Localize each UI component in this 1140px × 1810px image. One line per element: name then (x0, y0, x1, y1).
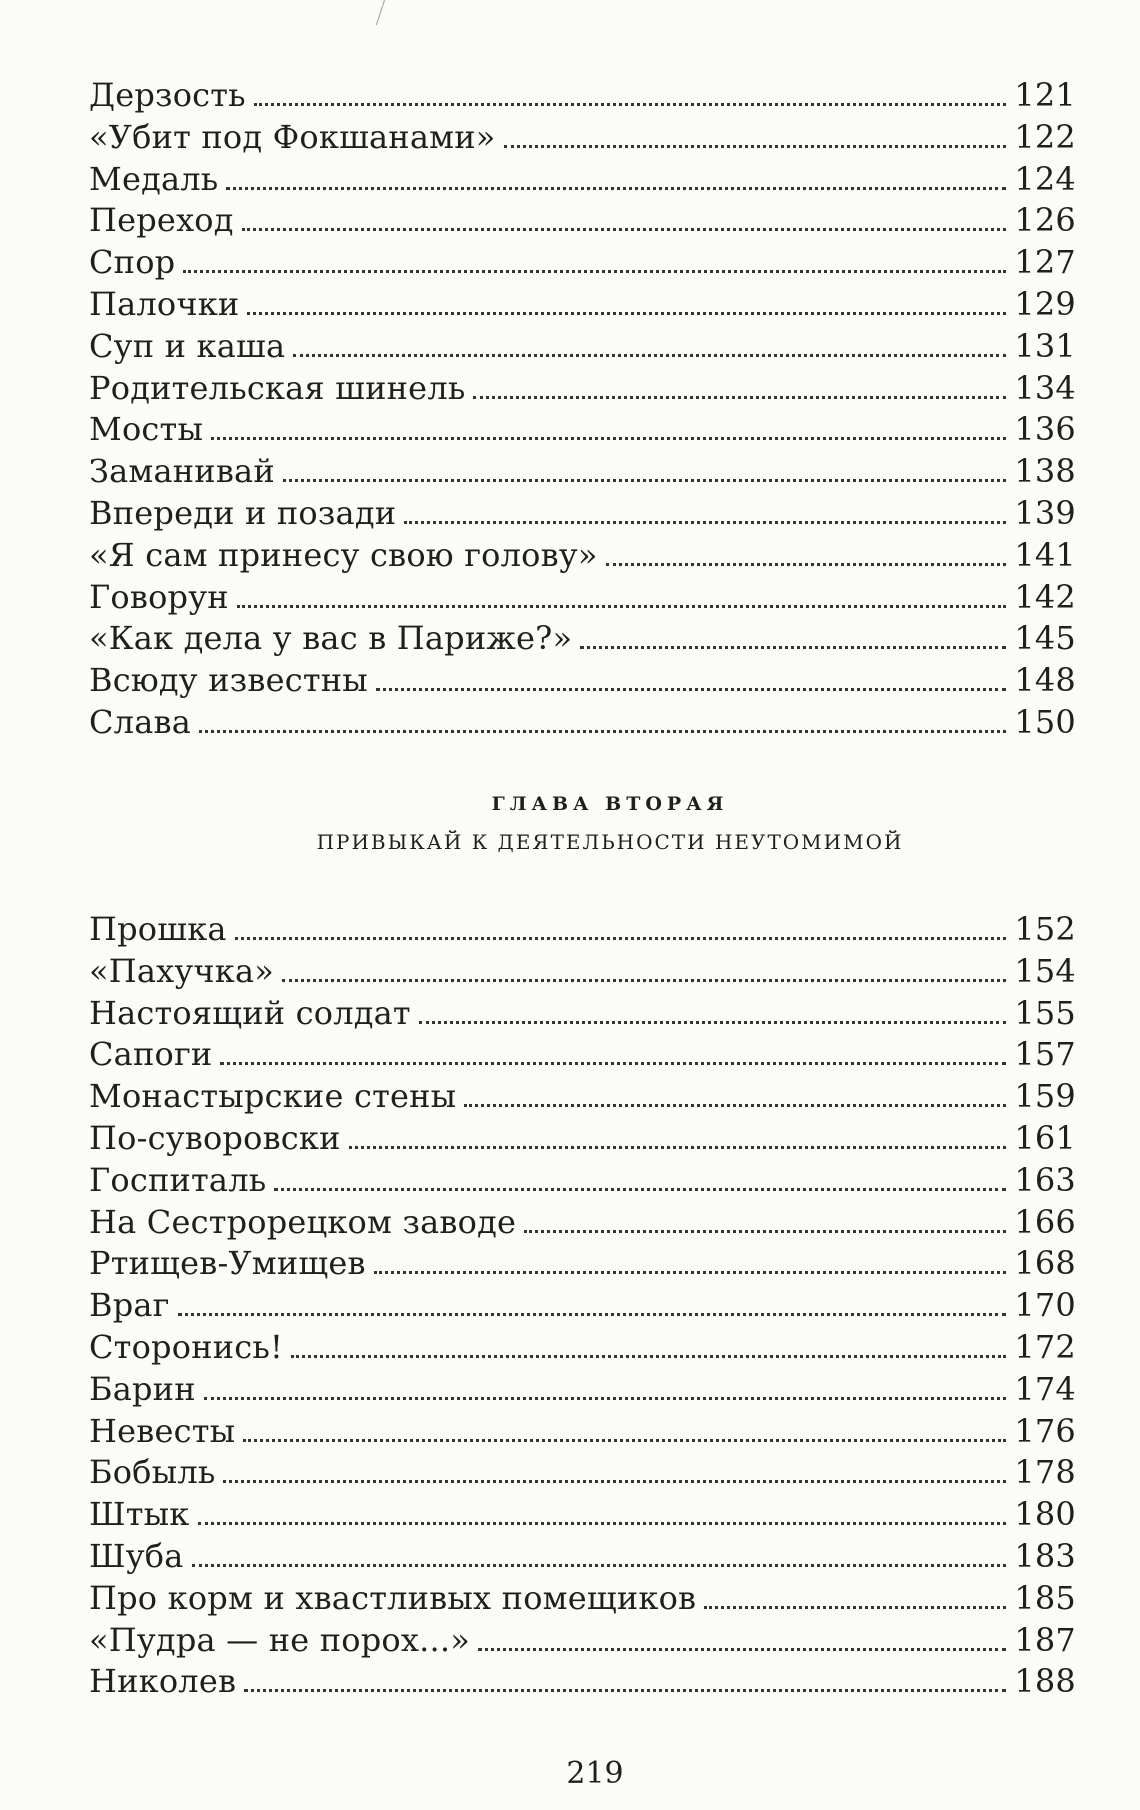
toc-entry (89, 702, 1076, 744)
dot-leader (580, 646, 1006, 649)
toc-entry-page: 138 (1014, 452, 1076, 491)
toc-entry-title: Невесты (89, 1411, 236, 1450)
toc-entry-title: Слава (89, 702, 191, 741)
toc-entry-page: 122 (1014, 117, 1076, 156)
dot-leader (291, 1355, 1006, 1358)
table-of-contents-part-1 (89, 75, 1076, 744)
toc-entry-title: Спор (89, 243, 176, 282)
toc-entry-page: 148 (1014, 661, 1076, 700)
toc-entry-title: «Пудра — не порох...» (89, 1620, 471, 1659)
toc-entry (89, 535, 1076, 577)
toc-entry (89, 1327, 1076, 1369)
toc-entry-page: 131 (1014, 326, 1076, 365)
toc-entry-page: 145 (1014, 619, 1076, 658)
toc-entry-page: 161 (1014, 1118, 1076, 1157)
dot-leader (274, 1188, 1006, 1191)
toc-entry (89, 1411, 1076, 1453)
toc-entry (89, 618, 1076, 660)
chapter-title: ПРИВЫКАЙ К ДЕЯТЕЛЬНОСТИ НЕУТОМИМОЙ (316, 830, 904, 854)
dot-leader (237, 605, 1007, 608)
toc-entry-title: Переход (89, 201, 234, 240)
toc-entry (89, 409, 1076, 451)
toc-entry-title: Госпиталь (89, 1160, 267, 1199)
dot-leader (220, 1062, 1006, 1065)
toc-entry-title: Родительская шинель (89, 368, 466, 407)
toc-entry-title: На Сестрорецком заводе (89, 1202, 517, 1241)
dot-leader (524, 1230, 1006, 1233)
toc-entry-title: Штык (89, 1495, 190, 1534)
toc-entry-title: Медаль (89, 159, 219, 198)
toc-entry (89, 75, 1076, 117)
toc-entry-page: 127 (1014, 243, 1076, 282)
toc-entry-page: 166 (1014, 1202, 1076, 1241)
toc-entry (89, 1243, 1076, 1285)
toc-entry (89, 1202, 1076, 1244)
toc-entry-page: 155 (1014, 993, 1076, 1032)
toc-entry (89, 909, 1076, 951)
dot-leader (293, 354, 1006, 357)
toc-entry-title: Прошка (89, 910, 227, 948)
toc-entry-title: Дерзость (89, 76, 246, 114)
toc-entry-page: 141 (1014, 535, 1076, 574)
toc-entry-page: 174 (1014, 1369, 1076, 1408)
chapter-label: ГЛАВА ВТОРАЯ (491, 793, 729, 815)
toc-entry (89, 451, 1076, 493)
toc-entry (89, 1536, 1076, 1578)
toc-entry-title: Шуба (89, 1536, 184, 1575)
dot-leader (235, 937, 1007, 940)
toc-entry-page: 172 (1014, 1327, 1076, 1366)
toc-entry (89, 1661, 1076, 1703)
toc-entry-page: 183 (1014, 1536, 1076, 1575)
scan-mark (376, 0, 385, 25)
dot-leader (198, 1522, 1007, 1525)
toc-entry-page: 121 (1014, 76, 1076, 114)
dot-leader (242, 228, 1007, 231)
dot-leader (404, 521, 1006, 524)
toc-entry-page: 136 (1014, 410, 1076, 449)
toc-entry-title: «Я сам принесу свою голову» (89, 535, 598, 574)
dot-leader (478, 1648, 1006, 1651)
dot-leader (254, 103, 1007, 106)
toc-entry-title: Говорун (89, 577, 229, 616)
toc-entry-page: 154 (1014, 951, 1076, 990)
toc-entry-title: Николев (89, 1662, 237, 1701)
toc-entry-title: Настоящий солдат (89, 993, 411, 1032)
toc-entry (89, 1578, 1076, 1620)
toc-entry-page: 178 (1014, 1453, 1076, 1492)
dot-leader (349, 1146, 1007, 1149)
toc-entry (89, 326, 1076, 368)
toc-entry-page: 126 (1014, 201, 1076, 240)
dot-leader (247, 312, 1006, 315)
toc-entry-title: По-суворовски (89, 1118, 341, 1157)
dot-leader (464, 1104, 1006, 1107)
toc-entry-page: 188 (1014, 1662, 1076, 1701)
toc-entry (89, 1369, 1076, 1411)
toc-entry (89, 493, 1076, 535)
toc-entry (89, 1285, 1076, 1327)
toc-entry (89, 368, 1076, 410)
dot-leader (704, 1606, 1006, 1609)
toc-entry-title: Мосты (89, 410, 204, 449)
dot-leader (244, 1689, 1006, 1692)
dot-leader (178, 1313, 1007, 1316)
toc-entry-title: Ртищев-Умищев (89, 1244, 366, 1283)
toc-entry-page: 168 (1014, 1244, 1076, 1283)
toc-entry-page: 187 (1014, 1620, 1076, 1659)
toc-entry (89, 951, 1076, 993)
toc-entry (89, 1452, 1076, 1494)
dot-leader (283, 479, 1006, 482)
toc-entry-page: 139 (1014, 493, 1076, 532)
chapter-heading (0, 790, 1140, 856)
toc-entry (89, 117, 1076, 159)
toc-entry (89, 1076, 1076, 1118)
toc-entry-page: 180 (1014, 1495, 1076, 1534)
toc-entry-title: Враг (89, 1286, 170, 1325)
toc-entry-title: Суп и каша (89, 326, 286, 365)
dot-leader (192, 1564, 1007, 1567)
toc-entry-page: 129 (1014, 284, 1076, 323)
toc-entry (89, 1118, 1076, 1160)
toc-entry (89, 284, 1076, 326)
toc-entry-page: 176 (1014, 1411, 1076, 1450)
toc-entry-title: Барин (89, 1369, 196, 1408)
toc-entry-title: Всюду известны (89, 661, 368, 700)
page-number: 219 (566, 1756, 624, 1791)
toc-entry-title: Сторонись! (89, 1327, 284, 1366)
toc-entry-title: «Убит под Фокшанами» (89, 117, 496, 156)
toc-entry-title: «Как дела у вас в Париже?» (89, 619, 573, 658)
dot-leader (211, 437, 1006, 440)
toc-entry (89, 242, 1076, 284)
toc-entry-page: 185 (1014, 1578, 1076, 1617)
dot-leader (473, 396, 1006, 399)
toc-entry (89, 660, 1076, 702)
toc-entry (89, 1034, 1076, 1076)
toc-entry-page: 150 (1014, 702, 1076, 741)
toc-entry-page: 152 (1014, 910, 1076, 948)
toc-entry (89, 1494, 1076, 1536)
dot-leader (204, 1397, 1007, 1400)
dot-leader (223, 1480, 1006, 1483)
dot-leader (282, 979, 1006, 982)
dot-leader (504, 145, 1007, 148)
toc-entry (89, 159, 1076, 201)
dot-leader (226, 187, 1006, 190)
toc-entry-page: 124 (1014, 159, 1076, 198)
dot-leader (243, 1439, 1006, 1442)
toc-entry-title: Сапоги (89, 1035, 213, 1074)
toc-entry-page: 142 (1014, 577, 1076, 616)
toc-entry-title: «Пахучка» (89, 951, 275, 990)
dot-leader (376, 688, 1006, 691)
dot-leader (199, 730, 1006, 733)
dot-leader (374, 1271, 1007, 1274)
toc-entry-title: Монастырские стены (89, 1077, 457, 1116)
dot-leader (606, 563, 1007, 566)
toc-entry (89, 993, 1076, 1035)
toc-entry-page: 163 (1014, 1160, 1076, 1199)
toc-entry-title: Впереди и позади (89, 493, 397, 532)
table-of-contents-part-2 (89, 909, 1076, 1703)
toc-entry-page: 170 (1014, 1286, 1076, 1325)
toc-entry (89, 1160, 1076, 1202)
toc-entry-title: Заманивай (89, 452, 275, 491)
toc-entry (89, 577, 1076, 619)
toc-entry (89, 200, 1076, 242)
toc-entry-page: 159 (1014, 1077, 1076, 1116)
toc-entry-title: Палочки (89, 284, 240, 323)
toc-entry-page: 157 (1014, 1035, 1076, 1074)
toc-entry-page: 134 (1014, 368, 1076, 407)
toc-entry (89, 1620, 1076, 1662)
toc-entry-title: Про корм и хвастливых помещиков (89, 1578, 697, 1617)
dot-leader (183, 270, 1006, 273)
dot-leader (419, 1021, 1006, 1024)
toc-entry-title: Бобыль (89, 1453, 216, 1492)
